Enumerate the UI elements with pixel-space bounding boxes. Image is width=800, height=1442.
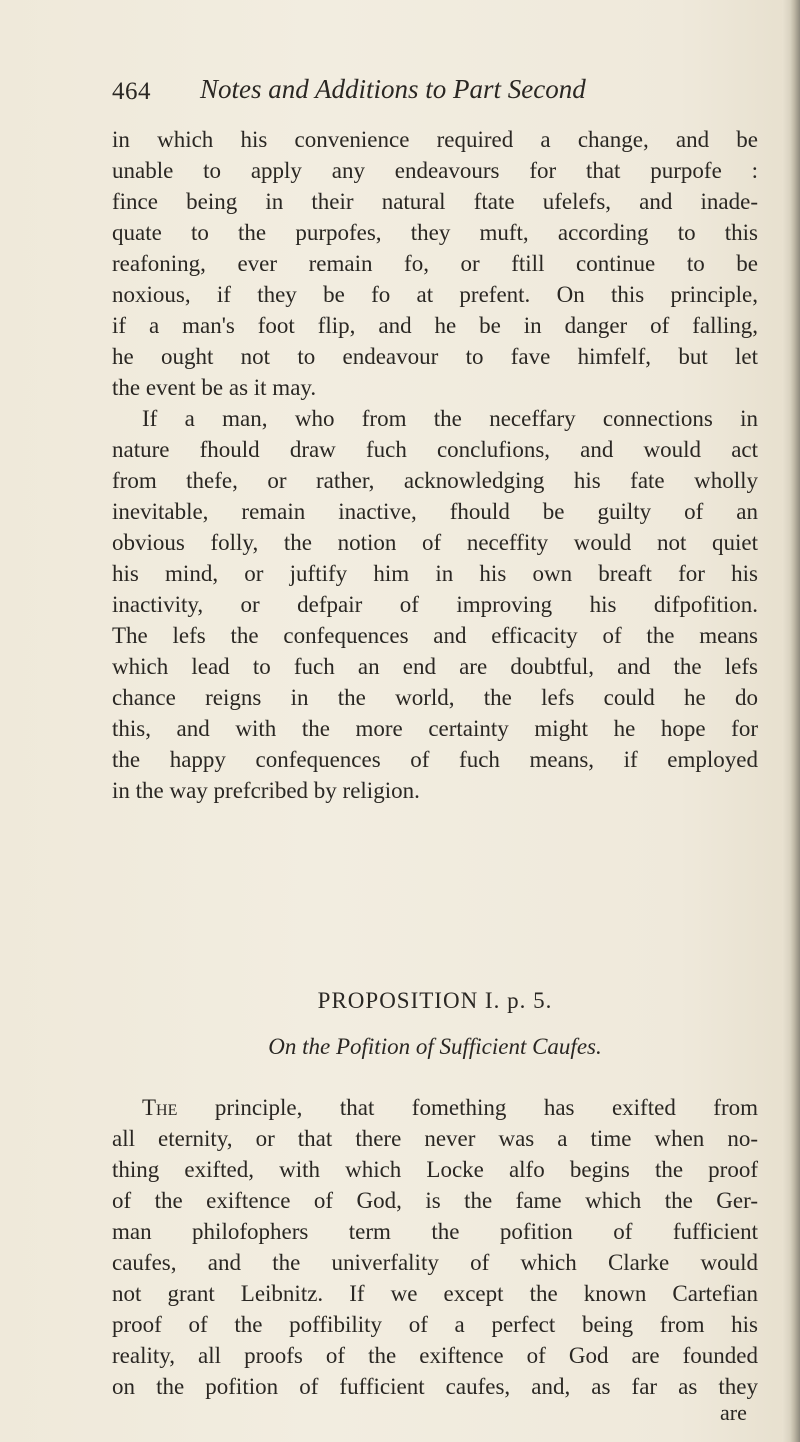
running-head-title: Notes and Additions to Part Second [200,74,586,104]
text-line: thing exifted, with which Locke alfo begins the proof [112,1157,758,1182]
text-line: The lefs the confequences and efficacity of the means [112,623,758,648]
text-line: noxious, if they be fo at prefent. On this principle, [112,282,758,307]
section-subheading: On the Pofition of Sufficient Caufes. [268,1034,602,1059]
text-line: on the pofition of fufficient caufes, and, as far as they [112,1374,758,1399]
page-edge-shadow [782,0,800,1442]
text-line: if a man's foot flip, and he be in danger of falling, [112,313,758,338]
proposition-heading: PROPOSITION I. p. 5. [317,988,553,1013]
text-line: If a man, who from the neceffary connections in [142,406,758,431]
text-line: in the way prefcribed by religion. [112,778,420,803]
text-line: obvious folly, the notion of neceffity would not quiet [112,530,758,555]
text-line: not grant Leibnitz. If we except the known Cartefian [112,1281,758,1306]
text-line: this, and with the more certainty might he hope for [112,716,758,741]
running-head [112,74,752,114]
text-line: fince being in their natural ftate ufelefs, and inade- [112,189,758,214]
page-number: 464 [112,78,151,105]
text-line: in which his convenience required a change, and be [112,127,758,152]
text-line: quate to the purpofes, they muft, according to this [112,220,758,245]
text-line: man philofophers term the pofition of fufficient [112,1219,758,1244]
text-line: his mind, or juftify him in his own breaft for his [112,561,758,586]
text-line: from thefe, or rather, acknowledging his fate wholly [112,468,758,493]
catchword: are [720,1400,747,1425]
text-line: nature fhould draw fuch conclufions, and would act [112,437,758,462]
text-line: inactivity, or defpair of improving his difpofition. [112,592,758,617]
text-line: proof of the poffibility of a perfect being from his [112,1312,758,1337]
body-text-lower [112,1092,758,1402]
text-line: of the exiftence of God, is the fame which the Ger- [112,1188,758,1213]
text-line: reafoning, ever remain fo, or ftill continue to be [112,251,758,276]
text-line: the event be as it may. [112,375,317,400]
first-line-rest: principle, that fomething has exifted from [177,1095,758,1120]
text-line: all eternity, or that there never was a time when no- [112,1126,758,1151]
text-line: he ought not to endeavour to fave himfelf, but let [112,344,758,369]
text-line: caufes, and the univerfality of which Clarke would [112,1250,758,1275]
text-line: the happy confequences of fuch means, if employed [112,747,758,772]
first-word: The [142,1095,178,1120]
text-line: reality, all proofs of the exiftence of God are founded [112,1343,758,1368]
text-line: inevitable, remain inactive, fhould be guilty of an [112,499,758,524]
text-line-first [112,1092,758,1123]
text-line: unable to apply any endeavours for that purpofe : [112,158,758,183]
body-text-upper [112,124,758,806]
text-line: chance reigns in the world, the lefs could he do [112,685,758,710]
text-line: which lead to fuch an end are doubtful, and the lefs [112,654,758,679]
